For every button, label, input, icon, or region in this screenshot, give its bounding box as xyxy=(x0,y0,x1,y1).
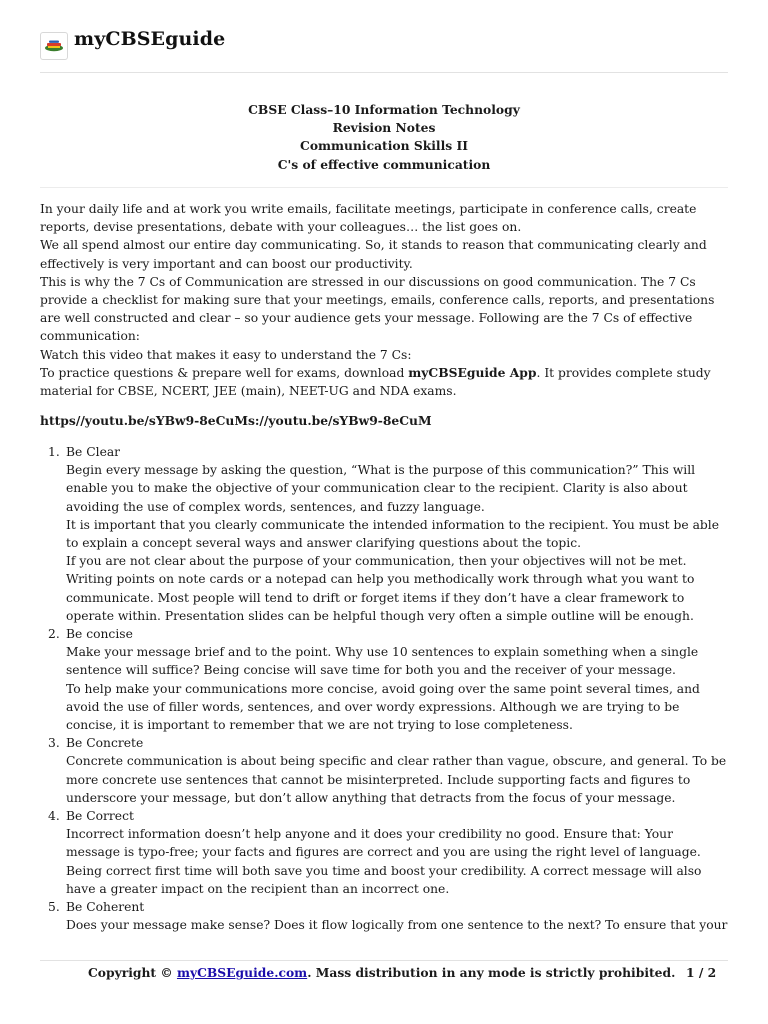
footer-site-link[interactable]: myCBSEguide.com xyxy=(176,965,308,980)
item-title: Be Coherent xyxy=(66,900,145,915)
list-item xyxy=(40,734,730,807)
list-item xyxy=(40,443,730,625)
brand-name[interactable]: myCBSEguide xyxy=(74,28,226,50)
item-number: 1. xyxy=(48,445,60,459)
item-paragraph: If you are not clear about the purpose of your communication, then your objectives will not be met. xyxy=(66,554,687,569)
list-item xyxy=(40,898,730,934)
item-paragraph: Writing points on note cards or a notepad can help you methodically work through what you want to communicate. Most people will tend to drift or forget items if they don’t have a clear framework to operate within. Presentation slides can be helpful though very often a simple outline will be enough. xyxy=(66,572,695,623)
footer-divider xyxy=(40,960,728,961)
item-paragraph: Concrete communication is about being specific and clear rather than vague, obscure, and general. To be more concrete use sentences that cannot be misinterpreted. Include supporting facts and figures to underscore your message, but don’t allow anything that detracts from the focus of your message. xyxy=(66,754,727,805)
copyright-text: Copyright © xyxy=(88,965,177,980)
title-divider xyxy=(40,187,728,188)
document-title-block xyxy=(40,101,728,174)
brand-logo-icon[interactable] xyxy=(40,32,68,60)
item-number: 2. xyxy=(48,627,60,642)
title-line: C's of effective communication xyxy=(277,156,491,172)
item-paragraph: Begin every message by asking the question, “What is the purpose of this communication?” This will enable you to make the objective of your communication clear to the recipient. Clarity is also about avoiding the use of complex words, sentences, and fuzzy language. xyxy=(66,463,696,514)
practice-text: To practice questions & prepare well for exams, download xyxy=(40,365,409,380)
title-line: CBSE Class–10 Information Technology xyxy=(248,102,520,117)
item-title: Be Clear xyxy=(66,445,121,459)
page-number: 1 / 2 xyxy=(686,965,717,980)
intro-paragraph: This is why the 7 Cs of Communication are stressed in our discussions on good communication. The 7 Cs provide a checklist for making sure that your meetings, emails, conference calls, reports, and presentations are well constructed and clear – so your audience gets your message. Following are the 7 Cs of effective communication: xyxy=(40,274,715,344)
practice-text: . It provides complete study material for CBSE, NCERT, JEE (main), NEET-UG and NDA exams. xyxy=(40,365,711,399)
intro-paragraph: In your daily life and at work you write emails, facilitate meetings, participate in conference calls, create reports, devise presentations, debate with your colleagues… the list goes on. xyxy=(40,202,697,235)
list-item xyxy=(40,807,730,898)
title-line: Communication Skills II xyxy=(300,138,468,154)
seven-cs-list xyxy=(40,443,730,934)
item-number: 4. xyxy=(48,809,60,824)
list-item xyxy=(40,625,730,734)
intro-paragraph: Watch this video that makes it easy to understand the 7 Cs: xyxy=(40,347,412,362)
intro-section xyxy=(40,200,730,400)
page-header xyxy=(40,26,728,73)
app-name: myCBSEguide App xyxy=(408,364,537,380)
item-number: 5. xyxy=(48,900,60,915)
item-title: Be Correct xyxy=(66,809,134,824)
video-link[interactable]: https//youtu.be/sYBw9-8eCuMs://youtu.be/sYBw9-8eCuM xyxy=(40,413,432,428)
item-title: Be Concrete xyxy=(66,736,144,751)
intro-paragraph: We all spend almost our entire day communicating. So, it stands to reason that communicating clearly and effectively is very important and can boost our productivity. xyxy=(40,238,707,271)
title-line: Revision Notes xyxy=(332,120,436,136)
item-paragraph: Does your message make sense? Does it flow logically from one sentence to the next? To ensure that your xyxy=(66,918,728,933)
item-number: 3. xyxy=(48,736,60,751)
item-paragraph: Incorrect information doesn’t help anyone and it does your credibility no good. Ensure that: Your message is typo-free; your facts and figures are correct and you are using the right level of language. Being correct first time will both save you time and boost your credibility. A correct message will also have a greater impact on the recipient than an incorrect one. xyxy=(66,827,702,896)
item-paragraph: It is important that you clearly communicate the intended information to the recipient. You must be able to explain a concept several ways and answer clarifying questions about the topic. xyxy=(66,517,719,551)
item-paragraph: To help make your communications more concise, avoid going over the same point several times, and avoid the use of filler words, sentences, and over wordy expressions. Although we are trying to be concise, it is important to remember that we are not trying to lose completeness. xyxy=(66,681,700,733)
item-paragraph: Make your message brief and to the point. Why use 10 sentences to explain something when a single sentence will suffice? Being concise will save time for both you and the receiver of your message. xyxy=(66,645,699,678)
practice-paragraph xyxy=(40,364,730,400)
footer-copyright xyxy=(88,964,728,982)
item-title: Be concise xyxy=(66,627,133,642)
copyright-notice: . Mass distribution in any mode is strictly prohibited. xyxy=(307,965,676,980)
